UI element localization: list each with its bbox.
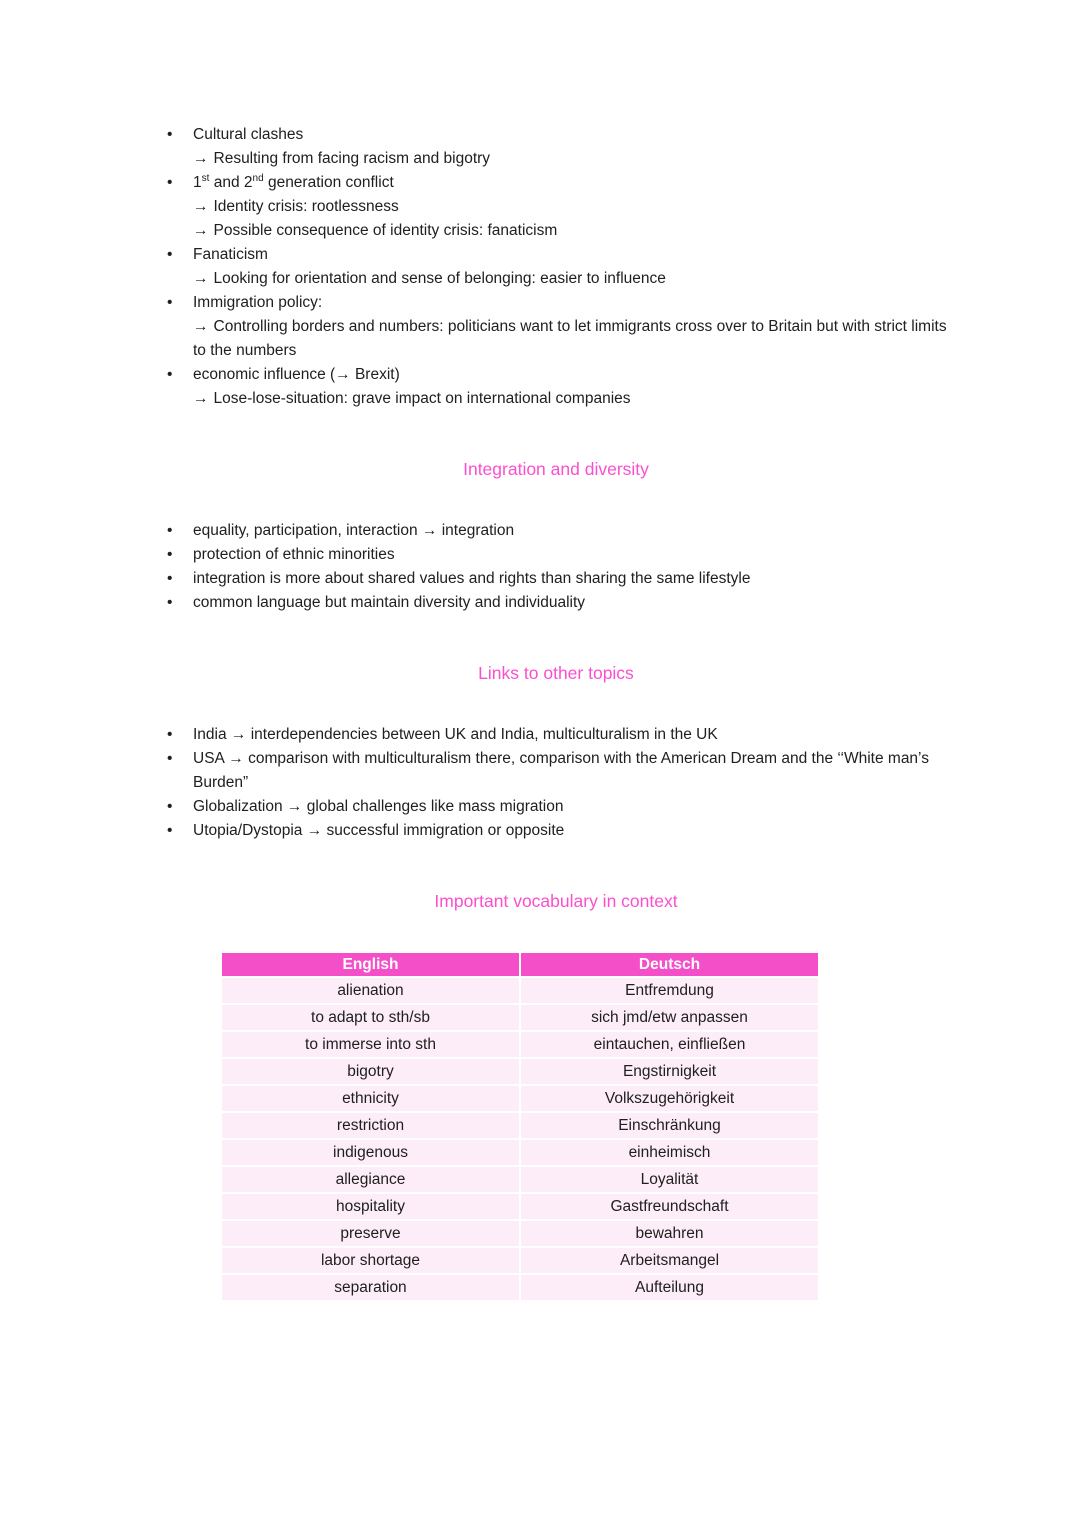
list-item (160, 243, 952, 267)
table-row (222, 1275, 818, 1300)
table-cell: allegiance (222, 1167, 519, 1192)
bullet-text: Immigration policy: (193, 294, 323, 311)
arrow-sub-line (160, 195, 952, 219)
bullet-icon: • (167, 174, 173, 191)
table-cell: to adapt to sth/sb (222, 1005, 519, 1030)
bullet-text: USA → comparison with multiculturalism there, comparison with the American Dream and the ‘‘White man’s Burden” (193, 750, 929, 791)
arrow-icon: → (193, 270, 209, 287)
arrow-sub-line (160, 219, 952, 243)
list-item (160, 123, 952, 147)
vocabulary-table (220, 951, 820, 1302)
table-row (222, 1059, 818, 1084)
table-cell: ethnicity (222, 1086, 519, 1111)
arrow-sub-line (160, 147, 952, 171)
arrow-sub-text: Possible consequence of identity crisis: fanaticism (213, 222, 558, 239)
bullet-text: Globalization → global challenges like mass migration (193, 798, 564, 815)
table-header-cell-english: English (222, 953, 519, 976)
arrow-sub-text: Lose-lose-situation: grave impact on international companies (213, 390, 631, 407)
arrow-icon: → (193, 390, 209, 407)
table-cell: Entfremdung (521, 978, 818, 1003)
bullet-icon: • (167, 246, 173, 263)
table-header-cell-deutsch: Deutsch (521, 953, 818, 976)
bullet-text: integration is more about shared values and rights than sharing the same lifestyle (193, 570, 751, 587)
table-row (222, 1221, 818, 1246)
arrow-sub-line (160, 267, 952, 291)
table-row (222, 1086, 818, 1111)
bullet-icon: • (167, 726, 173, 743)
bullet-icon: • (167, 750, 173, 767)
arrow-icon: → (193, 198, 209, 215)
table-cell: Loyalität (521, 1167, 818, 1192)
arrow-sub-text: Looking for orientation and sense of belonging: easier to influence (213, 270, 666, 287)
bullet-text: Fanaticism (193, 246, 268, 263)
vocabulary-table-head (222, 953, 818, 976)
bullet-text-segment: and 2 (209, 174, 253, 191)
bullet-text: equality, participation, interaction → integration (193, 522, 515, 539)
list-item (160, 591, 952, 615)
table-row (222, 1140, 818, 1165)
heading-links-to-other-topics: Links to other topics (478, 663, 634, 683)
bullet-text: Utopia/Dystopia → successful immigration or opposite (193, 822, 565, 839)
bullet-icon: • (167, 366, 173, 383)
table-header-row (222, 953, 818, 976)
arrow-sub-text: Resulting from facing racism and bigotry (213, 150, 491, 167)
table-cell: Engstirnigkeit (521, 1059, 818, 1084)
bullet-text: protection of ethnic minorities (193, 546, 395, 563)
table-row (222, 1248, 818, 1273)
bullet-icon: • (167, 546, 173, 563)
table-cell: Volkszugehörigkeit (521, 1086, 818, 1111)
list-item (160, 519, 952, 543)
bullet-icon: • (167, 570, 173, 587)
bullet-icon: • (167, 294, 173, 311)
arrow-icon: → (193, 318, 209, 335)
table-row (222, 1194, 818, 1219)
list-item (160, 543, 952, 567)
list-item (160, 567, 952, 591)
bullet-text: common language but maintain diversity and individuality (193, 594, 586, 611)
table-cell: einheimisch (521, 1140, 818, 1165)
heading-important-vocabulary: Important vocabulary in context (434, 891, 678, 911)
table-cell: labor shortage (222, 1248, 519, 1273)
bullet-text-segment: generation conflict (263, 174, 394, 191)
bullet-icon: • (167, 798, 173, 815)
bullet-icon: • (167, 522, 173, 539)
superscript-text: st (201, 172, 210, 184)
table-row (222, 1032, 818, 1057)
list-item (160, 723, 952, 747)
table-cell: bewahren (521, 1221, 818, 1246)
table-cell: eintauchen, einfließen (521, 1032, 818, 1057)
vocabulary-table-wrap (160, 951, 952, 1302)
bullet-icon: • (167, 126, 173, 143)
arrow-icon: → (193, 150, 209, 167)
arrow-sub-line (160, 387, 952, 411)
table-row (222, 1005, 818, 1030)
vocabulary-table-body (222, 978, 818, 1300)
table-cell: to immerse into sth (222, 1032, 519, 1057)
bullet-text (193, 174, 394, 191)
table-cell: sich jmd/etw anpassen (521, 1005, 818, 1030)
bullet-text: economic influence (→ Brexit) (193, 366, 400, 383)
arrow-icon: → (193, 222, 209, 239)
table-cell: Einschränkung (521, 1113, 818, 1138)
list-item (160, 795, 952, 819)
heading-integration-and-diversity: Integration and diversity (463, 459, 649, 479)
cultural-clashes-section (160, 123, 952, 411)
table-cell: alienation (222, 978, 519, 1003)
arrow-sub-text: Identity crisis: rootlessness (213, 198, 399, 215)
bullet-text: Cultural clashes (193, 126, 304, 143)
table-cell: separation (222, 1275, 519, 1300)
bullet-text-segment: 1 (193, 174, 202, 191)
list-item (160, 291, 952, 315)
table-row (222, 1167, 818, 1192)
table-row (222, 978, 818, 1003)
arrow-sub-line (160, 315, 952, 363)
bullet-icon: • (167, 594, 173, 611)
bullet-text: India → interdependencies between UK and India, multiculturalism in the UK (193, 726, 718, 743)
table-cell: Arbeitsmangel (521, 1248, 818, 1273)
list-item (160, 747, 952, 795)
table-cell: Gastfreundschaft (521, 1194, 818, 1219)
superscript-text: nd (252, 172, 264, 184)
table-cell: preserve (222, 1221, 519, 1246)
list-item (160, 171, 952, 195)
integration-and-diversity-section (160, 519, 952, 615)
bullet-icon: • (167, 822, 173, 839)
list-item (160, 363, 952, 387)
table-cell: restriction (222, 1113, 519, 1138)
table-cell: Aufteilung (521, 1275, 818, 1300)
arrow-sub-text: Controlling borders and numbers: politicians want to let immigrants cross over to Britain but with strict limits to the numbers (193, 318, 947, 359)
table-row (222, 1113, 818, 1138)
table-cell: bigotry (222, 1059, 519, 1084)
table-cell: hospitality (222, 1194, 519, 1219)
table-cell: indigenous (222, 1140, 519, 1165)
list-item (160, 819, 952, 843)
links-to-other-topics-section (160, 723, 952, 843)
